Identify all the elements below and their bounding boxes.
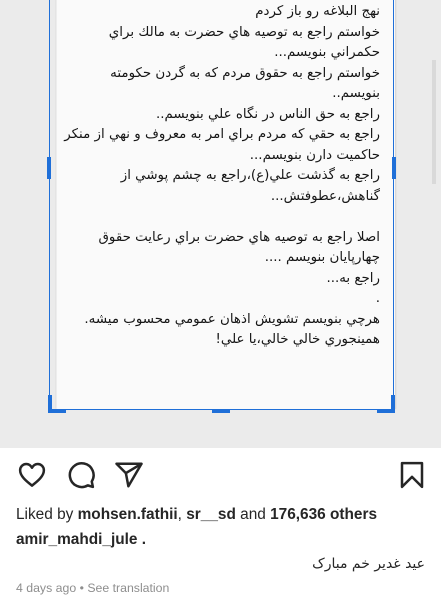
caption-username[interactable]: amir_mahdi_jule . — [16, 531, 147, 548]
speech-bubble-icon[interactable] — [66, 460, 96, 490]
meta-separator: • — [76, 581, 88, 595]
note-line: همينجوري خالي خالي،يا علي! — [215, 332, 380, 347]
note-line — [90, 207, 380, 228]
note-line: بنويسم.. — [332, 86, 380, 101]
likes-summary[interactable] — [16, 506, 377, 524]
note-line: نهج البلاغه رو باز کردم — [255, 4, 380, 19]
note-line: اصلا راجع به توصيه هاي حضرت براي رعايت حقوق — [98, 229, 380, 245]
note-line: راجع به حق الناس در نگاه علي بنويسم.. — [155, 106, 380, 122]
crop-corner-bottom-left-h[interactable] — [48, 409, 66, 413]
likes-separator: , — [177, 506, 187, 523]
bookmark-outline-icon[interactable] — [397, 460, 427, 490]
crop-corner-bottom-right-h[interactable] — [377, 409, 395, 413]
crop-handle-bottom[interactable] — [212, 409, 230, 413]
crop-handle-right[interactable] — [392, 157, 396, 179]
note-line: راجع به گذشت علي(ع)،راجع به چشم پوشي از — [120, 168, 380, 183]
note-line: راجع به... — [326, 270, 380, 286]
note-line: گناهش،عطوفتش... — [270, 188, 380, 204]
caption-text: عيد غدير خم مبارک — [312, 556, 425, 572]
note-line: . — [375, 291, 380, 306]
likes-others-link[interactable]: 176,636 others — [270, 506, 378, 523]
note-line: خواستم راجع به حقوق مردم که به گردن حکومته — [110, 65, 380, 81]
note-line: چهارپايان بنويسم .... — [264, 250, 380, 265]
note-text — [64, 2, 380, 351]
note-line: راجع به حقي که مردم براي امر به معروف و نهي از منکر — [64, 127, 380, 142]
liked-by-user-link[interactable]: sr__sd — [186, 506, 236, 523]
post-meta — [16, 581, 169, 595]
heart-outline-icon[interactable] — [17, 460, 47, 490]
post-timestamp: 4 days ago — [16, 581, 77, 595]
note-line: حکمراني بنويسم... — [274, 45, 380, 60]
liked-by-user-link[interactable]: mohsen.fathii — [77, 506, 178, 523]
likes-conjunction: and — [235, 506, 271, 523]
likes-prefix: Liked by — [16, 506, 78, 523]
note-line: حاکميت دارن بنويسم... — [249, 147, 380, 163]
scroll-indicator — [432, 60, 436, 184]
action-bar — [0, 448, 441, 500]
note-line: خواستم راجع به توصيه هاي حضرت به مالك براي — [108, 24, 380, 40]
crop-handle-left[interactable] — [47, 157, 51, 179]
paper-plane-icon[interactable] — [114, 460, 144, 490]
see-translation-link[interactable]: See translation — [87, 581, 170, 595]
note-line: هرچي بنويسم تشويش اذهان عمومي محسوب ميشه. — [84, 311, 380, 327]
